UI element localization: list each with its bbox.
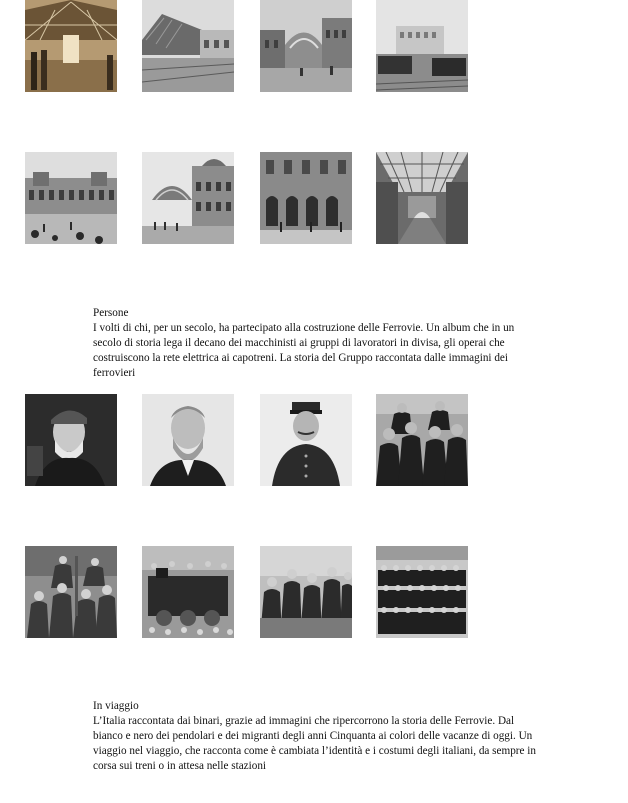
- station-facade-square-photo[interactable]: [260, 0, 352, 92]
- station-building-street-photo[interactable]: [260, 152, 352, 244]
- people-row-2: [0, 546, 628, 638]
- station-shed-sepia-photo[interactable]: [25, 0, 117, 92]
- people-row-1: [0, 394, 628, 486]
- persone-section: [93, 306, 538, 381]
- station-platform-trains-photo[interactable]: [376, 0, 468, 92]
- seated-group-photo[interactable]: [260, 546, 352, 638]
- workers-with-tools-photo[interactable]: [25, 546, 117, 638]
- stations-row-1: [0, 0, 628, 92]
- staff-group-rows-photo[interactable]: [376, 546, 468, 638]
- section-title: Persone: [93, 307, 129, 319]
- section-title: In viaggio: [93, 700, 139, 712]
- workers-locomotive-photo[interactable]: [142, 546, 234, 638]
- section-description: L’Italia raccontata dai binari, grazie ad immagini che ripercorrono la storia delle Ferrovie. Dal bianco e nero dei pendolari e dei migranti degli anni Cinquanta ai colori delle vacanze di oggi. Un viaggio nel viaggio, che racconta come è cambiata l’identità e i costumi degli italiani, da sempre in corsa sui treni o in attesa nelle stazioni: [93, 715, 536, 772]
- bearded-man-portrait-photo[interactable]: [142, 394, 234, 486]
- railway-workers-group-photo[interactable]: [376, 394, 468, 486]
- stations-row-2: [0, 152, 628, 244]
- station-shed-tracks-photo[interactable]: [142, 0, 234, 92]
- section-description: I volti di chi, per un secolo, ha partecipato alla costruzione delle Ferrovie. Un album che in un secolo di storia lega il decano dei macchinisti ai gruppi di lavoratori in divisa, gli operai che costruiscono la rete elettrica ai capotreni. La storia del Gruppo raccontata dalle immagini dei ferrovieri: [93, 322, 515, 379]
- old-man-portrait-photo[interactable]: [25, 394, 117, 486]
- station-entrance-photo[interactable]: [142, 152, 234, 244]
- in-viaggio-section: [93, 699, 538, 774]
- uniformed-man-portrait-photo[interactable]: [260, 394, 352, 486]
- station-interior-hall-photo[interactable]: [376, 152, 468, 244]
- station-facade-crowd-photo[interactable]: [25, 152, 117, 244]
